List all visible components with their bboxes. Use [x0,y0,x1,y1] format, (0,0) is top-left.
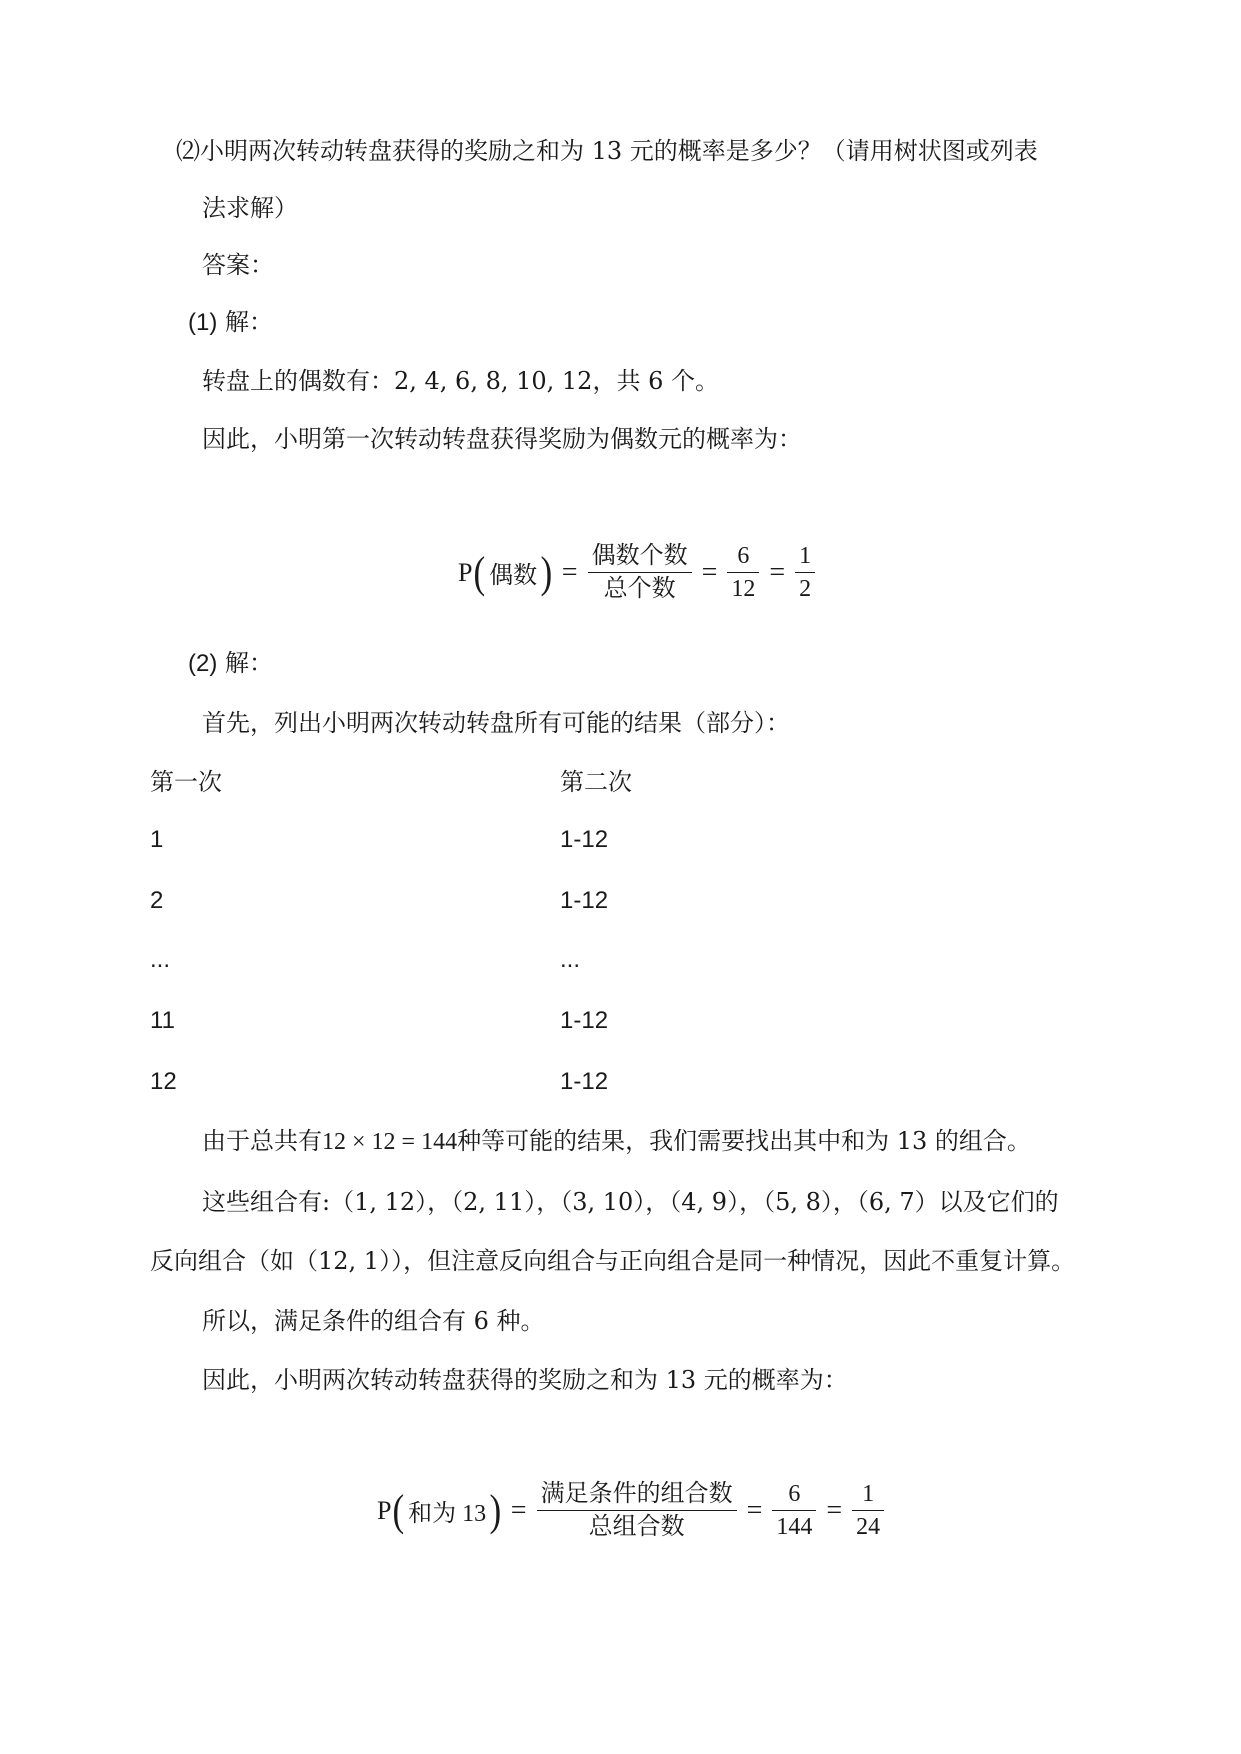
fraction-1-2 [795,540,815,605]
solution2-intro: 首先，列出小明两次转动转盘所有可能的结果（部分）： [202,709,790,737]
fraction-word [537,1478,737,1543]
fraction-denominator: 2 [799,576,812,602]
question-part2-line2: 法求解） [202,194,298,222]
solution1-label: (1) [188,309,218,336]
formula-equals-1: = [510,1494,527,1526]
count-line: 所以，满足条件的组合有 6 种。 [202,1307,545,1335]
fraction-numerator: 偶数个数 [591,543,688,569]
fraction-word [588,540,692,605]
fraction-numerator: 满足条件的组合数 [540,1481,733,1507]
formula-equals-2: = [746,1494,763,1526]
solution2-jie: 解： [224,649,273,677]
table-row-2-second: 1-12 [560,887,609,914]
table-header-second: 第二次 [560,768,632,796]
total-suffix: 种等可能的结果，我们需要找出其中和为 13 的组合。 [457,1127,1031,1155]
solution1-jie: 解： [224,308,273,336]
formula-equals-3: = [826,1494,843,1526]
solution2-header [188,648,273,679]
table-row-4-second: 1-12 [560,1007,609,1034]
table-header-first: 第一次 [150,768,222,796]
fraction-numerator: 6 [737,543,750,569]
answer-heading: 答案： [202,251,274,279]
probability-formula-sum13 [377,1478,886,1543]
question-part2-line1: ⑵小明两次转动转盘获得的奖励之和为 13 元的概率是多少？（请用树状图或列表 [176,137,1038,165]
solution1-header [188,307,273,338]
formula-equals-1: = [561,556,578,588]
formula-p: P [458,557,473,587]
formula-left-paren: ( [473,547,486,597]
total-prefix: 由于总共有 [202,1127,322,1155]
formula-right-paren: ) [489,1485,502,1535]
table-row-3-first: ... [150,946,171,973]
table-row-1-second: 1-12 [560,826,609,853]
solution2-label: (2) [188,650,218,677]
total-outcomes-line [202,1126,1031,1157]
combos-line2: 反向组合（如（12, 1）），但注意反向组合与正向组合是同一种情况，因此不重复计算。 [150,1247,1076,1275]
formula-p: P [377,1495,392,1525]
fraction-denominator: 12 [731,576,756,602]
table-row-3-second: ... [560,946,581,973]
formula-argument: 偶数 [489,563,538,589]
formula-equals-2: = [701,556,718,588]
fraction-numerator: 1 [862,1481,875,1507]
fraction-6-144 [772,1478,816,1543]
combos-line1: 这些组合有:（1, 12），（2, 11），（3, 10），（4, 9），（5, 8），（6, 7）以及它们的 [202,1188,1059,1216]
table-row-4-first: 11 [150,1007,175,1034]
fraction-numerator: 1 [799,543,812,569]
fraction-denominator: 24 [856,1514,881,1540]
even-numbers-line: 转盘上的偶数有：2, 4, 6, 8, 10, 12，共 6 个。 [202,367,719,395]
total-math: 12 × 12 = 144 [322,1129,458,1155]
table-row-5-second: 1-12 [560,1068,609,1095]
formula-equals-3: = [769,556,786,588]
formula-argument: 和为 13 [408,1501,487,1527]
solution1-therefore: 因此，小明第一次转动转盘获得奖励为偶数元的概率为： [202,425,802,453]
table-row-5-first: 12 [150,1068,177,1095]
fraction-numerator: 6 [788,1481,801,1507]
fraction-1-24 [852,1478,884,1543]
table-row-1-first: 1 [150,826,164,853]
formula-right-paren: ) [540,547,553,597]
fraction-denominator: 总组合数 [588,1514,685,1540]
fraction-denominator: 144 [776,1514,813,1540]
table-row-2-first: 2 [150,887,164,914]
fraction-6-12 [727,540,759,605]
fraction-denominator: 总个数 [603,576,676,602]
formula-left-paren: ( [392,1485,405,1535]
probability-formula-even [458,540,817,605]
solution2-therefore: 因此，小明两次转动转盘获得的奖励之和为 13 元的概率为： [202,1366,848,1394]
